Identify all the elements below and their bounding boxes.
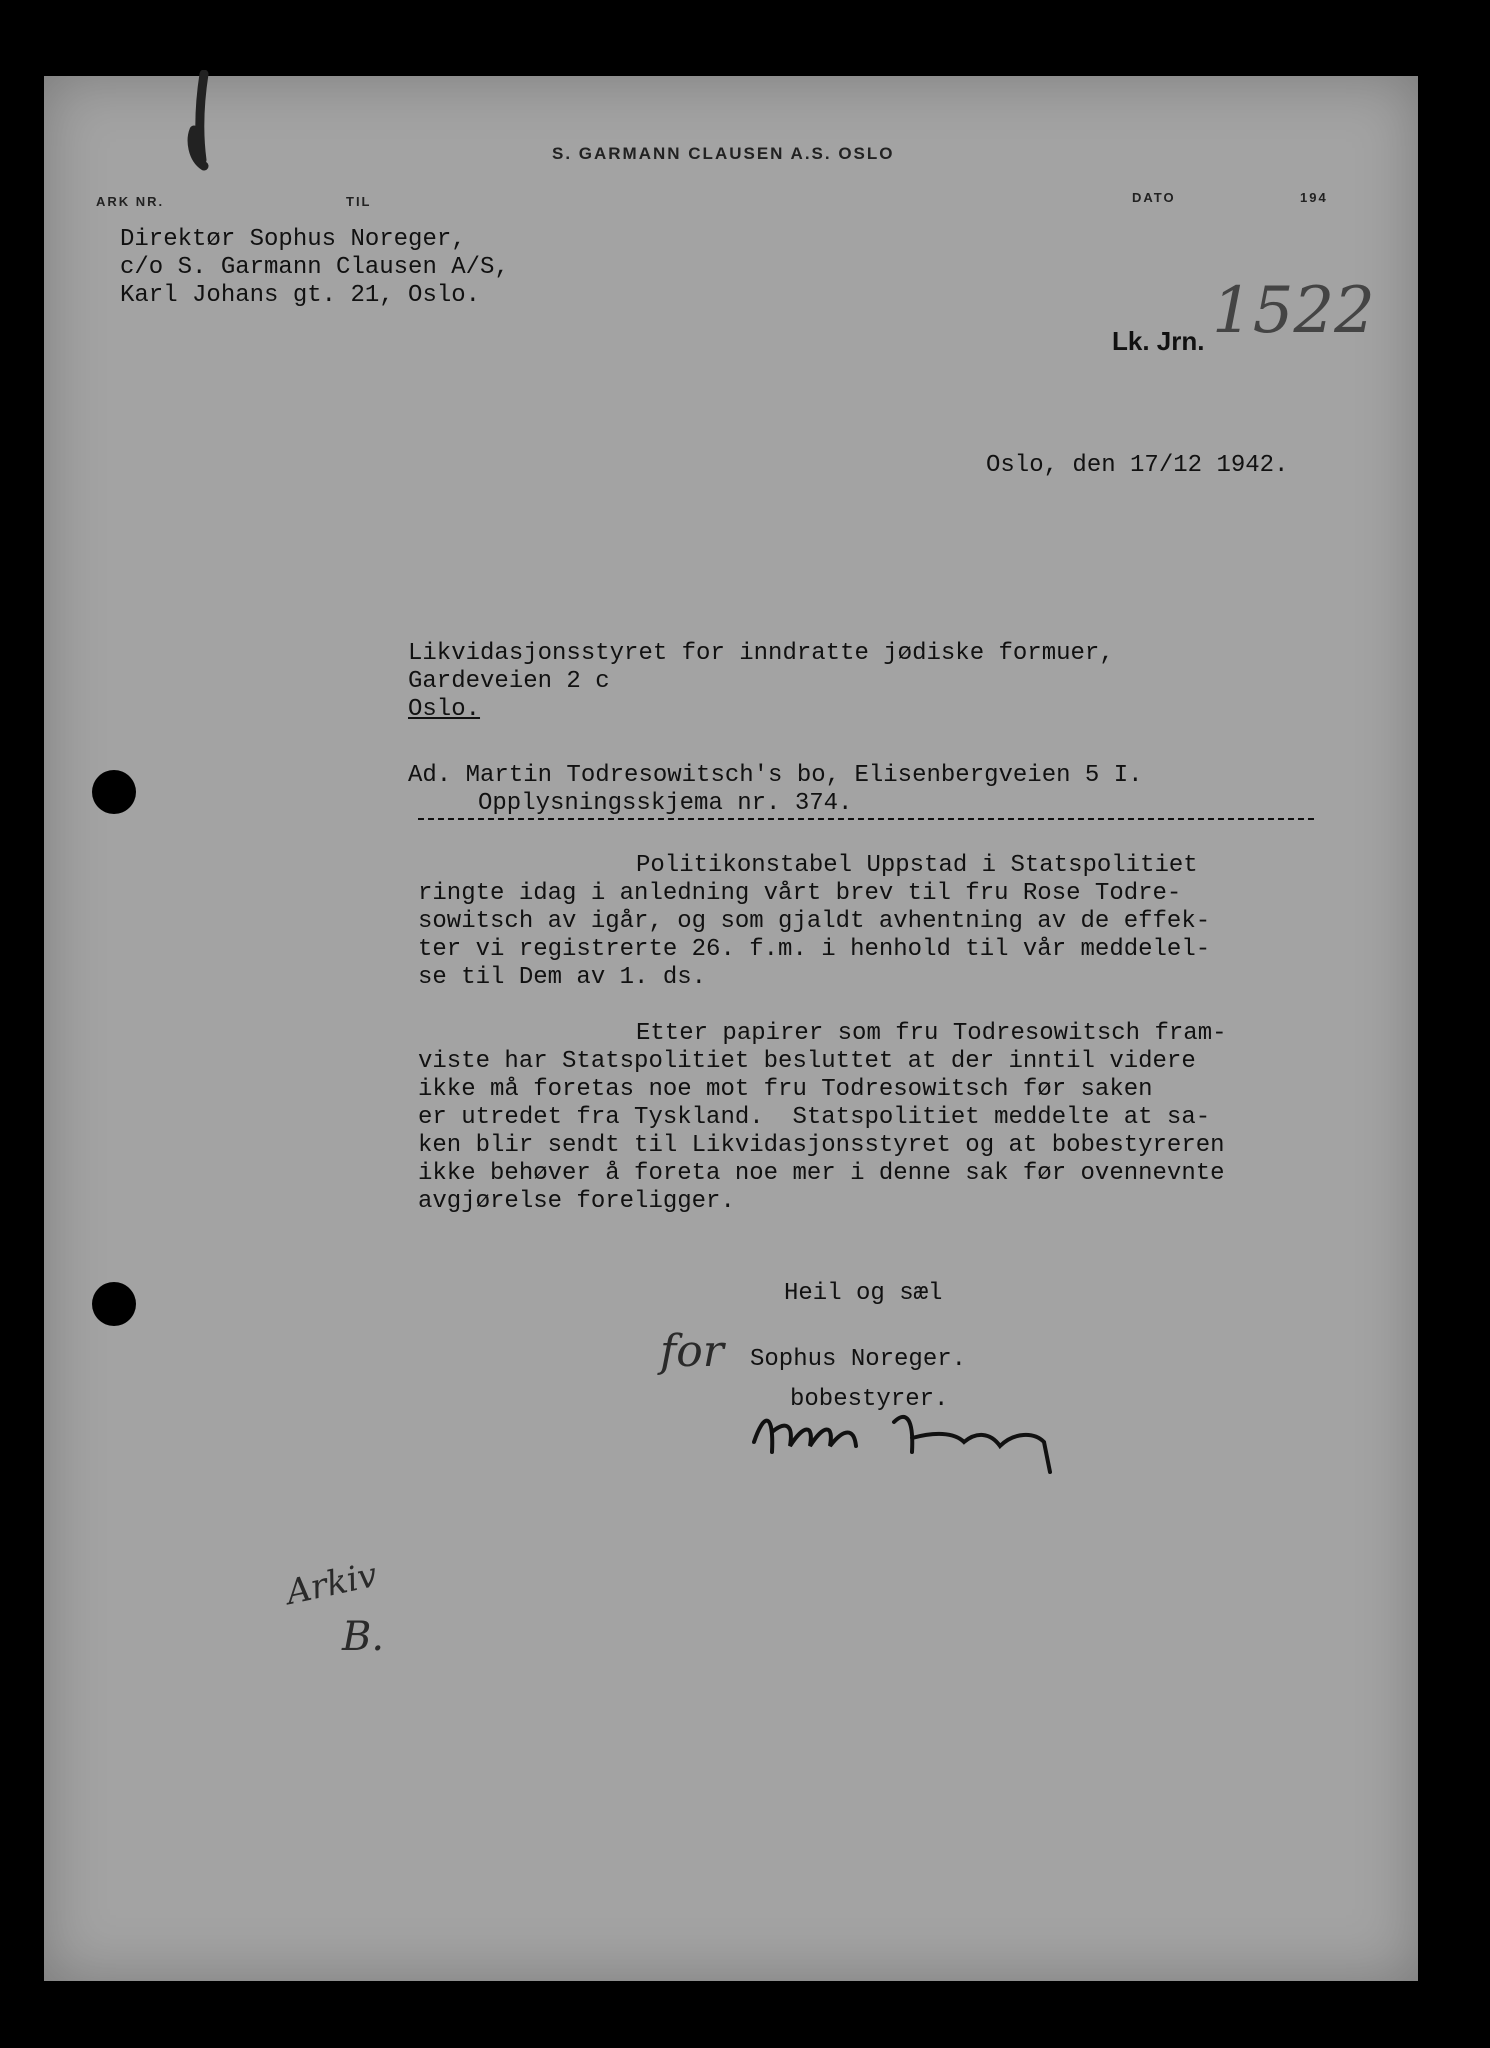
- subject-line-2: Opplysningsskjema nr. 374.: [478, 790, 853, 817]
- body-line: ter vi registrerte 26. f.m. i henhold til vår meddelel-: [418, 936, 1211, 963]
- body-line: ringte idag i anledning vårt brev til fru Rose Todre-: [418, 880, 1182, 907]
- date-line: Oslo, den 17/12 1942.: [986, 452, 1289, 479]
- body-line: viste har Statspolitiet besluttet at der inntil videre: [418, 1048, 1196, 1075]
- subject-line-2-row: [418, 790, 1314, 820]
- handwritten-signature: [744, 1402, 1144, 1482]
- address-line-1: Direktør Sophus Noreger,: [120, 226, 466, 253]
- company-letterhead: S. GARMANN CLAUSEN A.S. OSLO: [552, 144, 895, 163]
- journal-label: Lk. Jrn.: [1112, 326, 1205, 356]
- body-line: se til Dem av 1. ds.: [418, 964, 707, 991]
- body-line: ikke må foretas noe mot fru Todresowitsch før saken: [418, 1076, 1153, 1103]
- margin-note-line-2: B.: [342, 1614, 385, 1660]
- punch-hole-lower: [92, 1282, 136, 1326]
- body-line: er utredet fra Tyskland. Statspolitiet meddelte at sa-: [418, 1104, 1211, 1131]
- til-label: TIL: [346, 194, 372, 209]
- body-line: Politikonstabel Uppstad i Statspolitiet: [636, 852, 1198, 879]
- margin-note-line-1: Arkiv: [282, 1554, 381, 1614]
- recipient-line-2: Gardeveien 2 c: [408, 668, 610, 695]
- body-line: avgjørelse foreligger.: [418, 1188, 735, 1215]
- body-line: ikke behøver å foreta noe mer i denne sak før ovennevnte: [418, 1160, 1225, 1187]
- dato-label: DATO: [1132, 190, 1176, 205]
- for-label: for: [660, 1326, 724, 1377]
- recipient-line-1: Likvidasjonsstyret for inndratte jødiske formuer,: [408, 640, 1114, 667]
- signer-title: bobestyrer.: [790, 1386, 949, 1413]
- punch-hole-upper: [92, 770, 136, 814]
- body-line: sowitsch av igår, og som gjaldt avhentning av de effek-: [418, 908, 1211, 935]
- body-line: ken blir sendt til Likvidasjonsstyret og at bobestyreren: [418, 1132, 1225, 1159]
- subject-line-1: Ad. Martin Todresowitsch's bo, Elisenbergveien 5 I.: [408, 762, 1143, 789]
- signer-name: Sophus Noreger.: [750, 1346, 967, 1373]
- pencil-mark: [164, 70, 234, 190]
- closing-greeting: Heil og sæl: [784, 1280, 943, 1307]
- letter-page: [44, 76, 1418, 1981]
- body-line: Etter papirer som fru Todresowitsch fram-: [636, 1020, 1227, 1047]
- journal-number: 1522: [1212, 274, 1375, 348]
- year-prefix: 194: [1300, 190, 1328, 205]
- ark-nr-label: ARK NR.: [96, 194, 165, 209]
- address-line-2: c/o S. Garmann Clausen A/S,: [120, 254, 509, 281]
- recipient-line-3: Oslo.: [408, 696, 481, 723]
- address-line-3: Karl Johans gt. 21, Oslo.: [120, 282, 481, 309]
